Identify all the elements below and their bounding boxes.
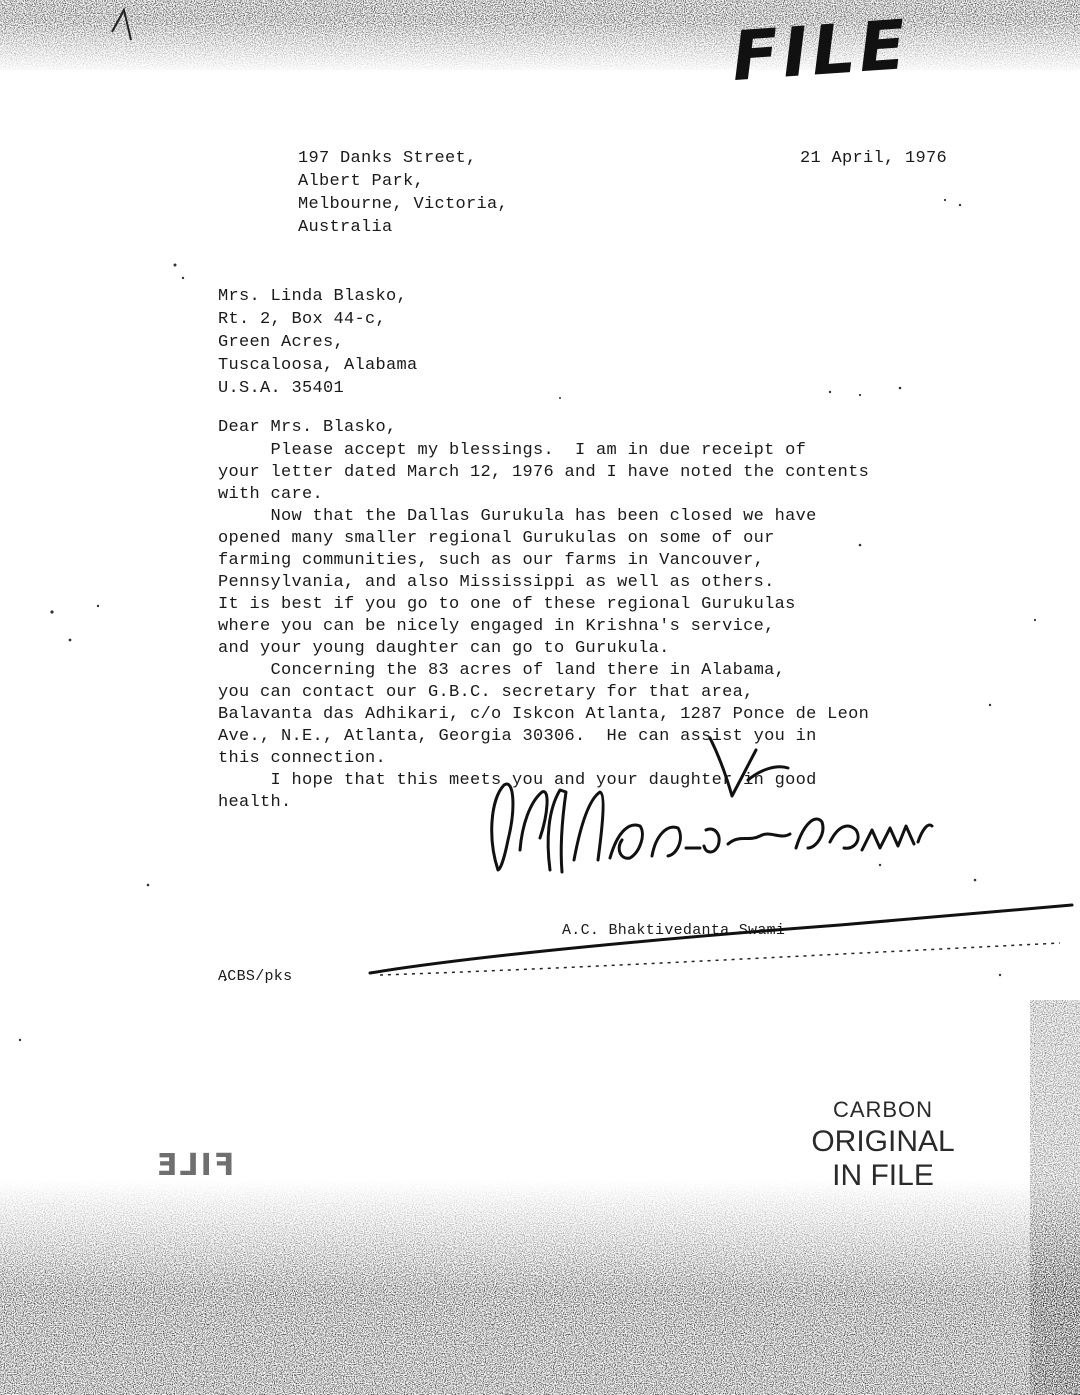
mirrored-file-stamp: FILE (155, 1148, 235, 1183)
letter-date: 21 April, 1976 (800, 149, 948, 168)
recipient-address-line-4: Tuscaloosa, Alabama (218, 356, 418, 375)
file-stamp: FILE (729, 5, 913, 98)
carbon-stamp-line-2: ORIGINAL (811, 1125, 955, 1158)
signature-name: A.C. Bhaktivedanta Swami (562, 922, 786, 939)
body-line: and your young daughter can go to Gurukula. (218, 639, 670, 658)
sender-address-line-1: 197 Danks Street, (298, 149, 477, 168)
carbon-original-stamp (808, 1095, 958, 1193)
body-line: farming communities, such as our farms in Vancouver, (218, 551, 765, 570)
recipient-address-line-1: Mrs. Linda Blasko, (218, 287, 408, 306)
sender-address-line-2: Albert Park, (298, 172, 425, 191)
carbon-stamp-line-1: CARBON (832, 1097, 934, 1122)
handwritten-signature (470, 730, 950, 910)
body-line: Balavanta das Adhikari, c/o Iskcon Atlanta, 1287 Ponce de Leon (218, 705, 870, 724)
recipient-address-line-5: U.S.A. 35401 (218, 379, 345, 398)
body-line: where you can be nicely engaged in Krishna's service, (218, 617, 775, 636)
body-line: opened many smaller regional Gurukulas on some of our (218, 529, 775, 548)
signature-pen-stroke (360, 895, 1080, 985)
body-line: with care. (218, 485, 324, 504)
salutation: Dear Mrs. Blasko, (218, 418, 397, 437)
body-line: Ave., N.E., Atlanta, Georgia 30306. He can assist you in (218, 727, 817, 746)
sender-address-line-3: Melbourne, Victoria, (298, 195, 509, 214)
recipient-address-line-2: Rt. 2, Box 44-c, (218, 310, 387, 329)
body-line: your letter dated March 12, 1976 and I have noted the contents (218, 463, 870, 482)
body-line: It is best if you go to one of these regional Gurukulas (218, 595, 796, 614)
recipient-address-line-3: Green Acres, (218, 333, 345, 352)
body-line: Please accept my blessings. I am in due receipt of (218, 441, 807, 460)
body-line: Concerning the 83 acres of land there in Alabama, (218, 661, 786, 680)
sender-address-line-4: Australia (298, 218, 393, 237)
body-line: this connection. (218, 749, 387, 768)
carbon-stamp-line-3: IN FILE (832, 1159, 934, 1192)
body-line: I hope that this meets you and your daughter in good (218, 771, 817, 790)
body-line: you can contact our G.B.C. secretary for that area, (218, 683, 754, 702)
body-line: health. (218, 793, 292, 812)
body-line: Pennsylvania, and also Mississippi as well as others. (218, 573, 775, 592)
body-line: Now that the Dallas Gurukula has been closed we have (218, 507, 817, 526)
reference-initials: ACBS/pks (218, 968, 293, 985)
